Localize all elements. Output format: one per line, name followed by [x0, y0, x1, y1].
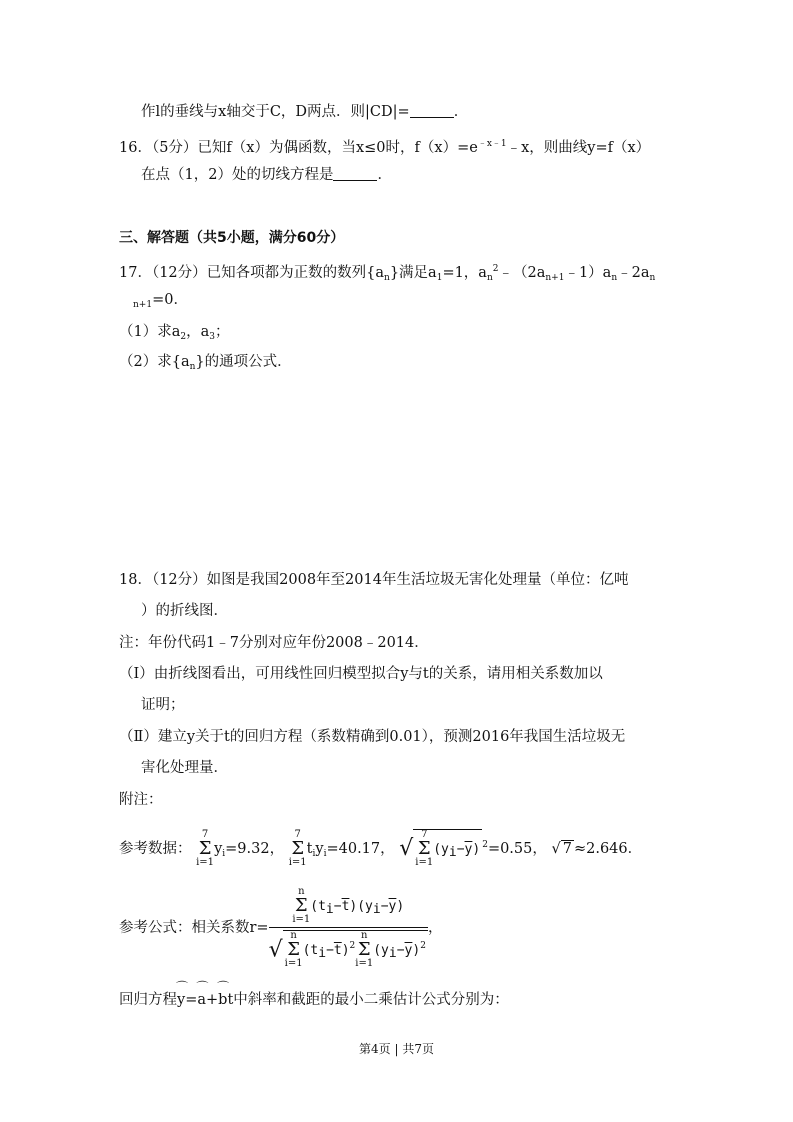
answer-blank: [410, 103, 454, 118]
q18-line2: ）的折线图．: [141, 603, 228, 619]
q18-part1-line2: 证明；: [141, 697, 185, 713]
q16-line1: 16．（5分）已知f（x）为偶函数，当x≤0时，$f(x)=e^{﹣x﹣1}﹣x$，则曲线y=f（x）: [119, 139, 651, 156]
q17-part1: （1）求$a_2$，$a_3$；: [119, 324, 230, 342]
appendix-label: 附注：: [119, 792, 163, 808]
reference-data: 参考数据： 7 Σ i=1 $y_i=9.32$， 7 Σ i=1 $t_iy_i=40.17$， √ 7 Σ i=1 $(yi-\overline{y})$ $^2$=0.55， √ 7 ≈2.646．: [119, 829, 643, 868]
answer-blank: [333, 166, 377, 181]
regression-line: 回归方程⌒ y=⌒ a+⌒ bt中斜率和截距的最小二乘估计公式分别为：: [119, 990, 509, 1010]
sqrt-icon: √: [399, 836, 414, 861]
section-heading: 三、解答题（共5小题，满分60分）: [119, 230, 345, 246]
sqrt-icon: √: [551, 841, 561, 857]
a-hat: ⌒ a: [197, 990, 206, 1010]
q17-part2: （2）求$\{a_n\}$的通项公式．: [119, 354, 292, 372]
q18-note: 注：年份代码1﹣7分别对应年份2008﹣2014．: [119, 635, 429, 651]
q17-line2: $_{n+1}$=0．: [133, 292, 188, 310]
sqrt-body: 7 Σ i=1 $(yi-\overline{y})$: [415, 829, 481, 868]
sqrt-icon: √: [268, 937, 283, 963]
reference-formula: 参考公式：相关系数r= n Σ i=1 $(ti-\overline{t})(yi-\overline{y})$ √ n Σ i=1 $(ti-\overline{t})^2$ n Σ i=1 $(yi-\overline{y})^2$ ，: [119, 886, 443, 969]
page-footer: 第4页 | 共7页: [359, 1042, 434, 1056]
q17-line1: 17．（12分）已知各项都为正数的数列$\{a_n\}$满足$a_1=1$，$a_n^2﹣(2a_{n+1}﹣1)a_n﹣2a_n$: [119, 264, 656, 283]
correlation-fraction: n Σ i=1 $(ti-\overline{t})(yi-\overline{y})$ √ n Σ i=1 $(ti-\overline{t})^2$ n Σ i=1 $(yi-\overline{y})^2$: [268, 886, 426, 969]
y-hat: ⌒ y: [177, 990, 185, 1010]
q18-line1: 18．（12分）如图是我国2008年至2014年生活垃圾无害化处理量（单位：亿吨: [119, 572, 629, 588]
b-hat: ⌒ b: [218, 990, 227, 1010]
q16-line2: 在点（1，2）处的切线方程是 ．: [141, 167, 392, 183]
summation-symbol: 7 Σ i=1: [288, 829, 307, 868]
q15-continuation: 作l的垂线与x轴交于C，D两点．则|CD|= ．: [141, 104, 469, 120]
q18-part1-line1: （Ⅰ）由折线图看出，可用线性回归模型拟合y与t的关系，请用相关系数加以: [119, 666, 603, 682]
summation-symbol: 7 Σ i=1: [196, 829, 215, 868]
q18-part2-line2: 害化处理量．: [141, 760, 228, 776]
q18-part2-line1: （Ⅱ）建立y关于t的回归方程（系数精确到0.01），预测2016年我国生活垃圾无: [119, 729, 626, 745]
